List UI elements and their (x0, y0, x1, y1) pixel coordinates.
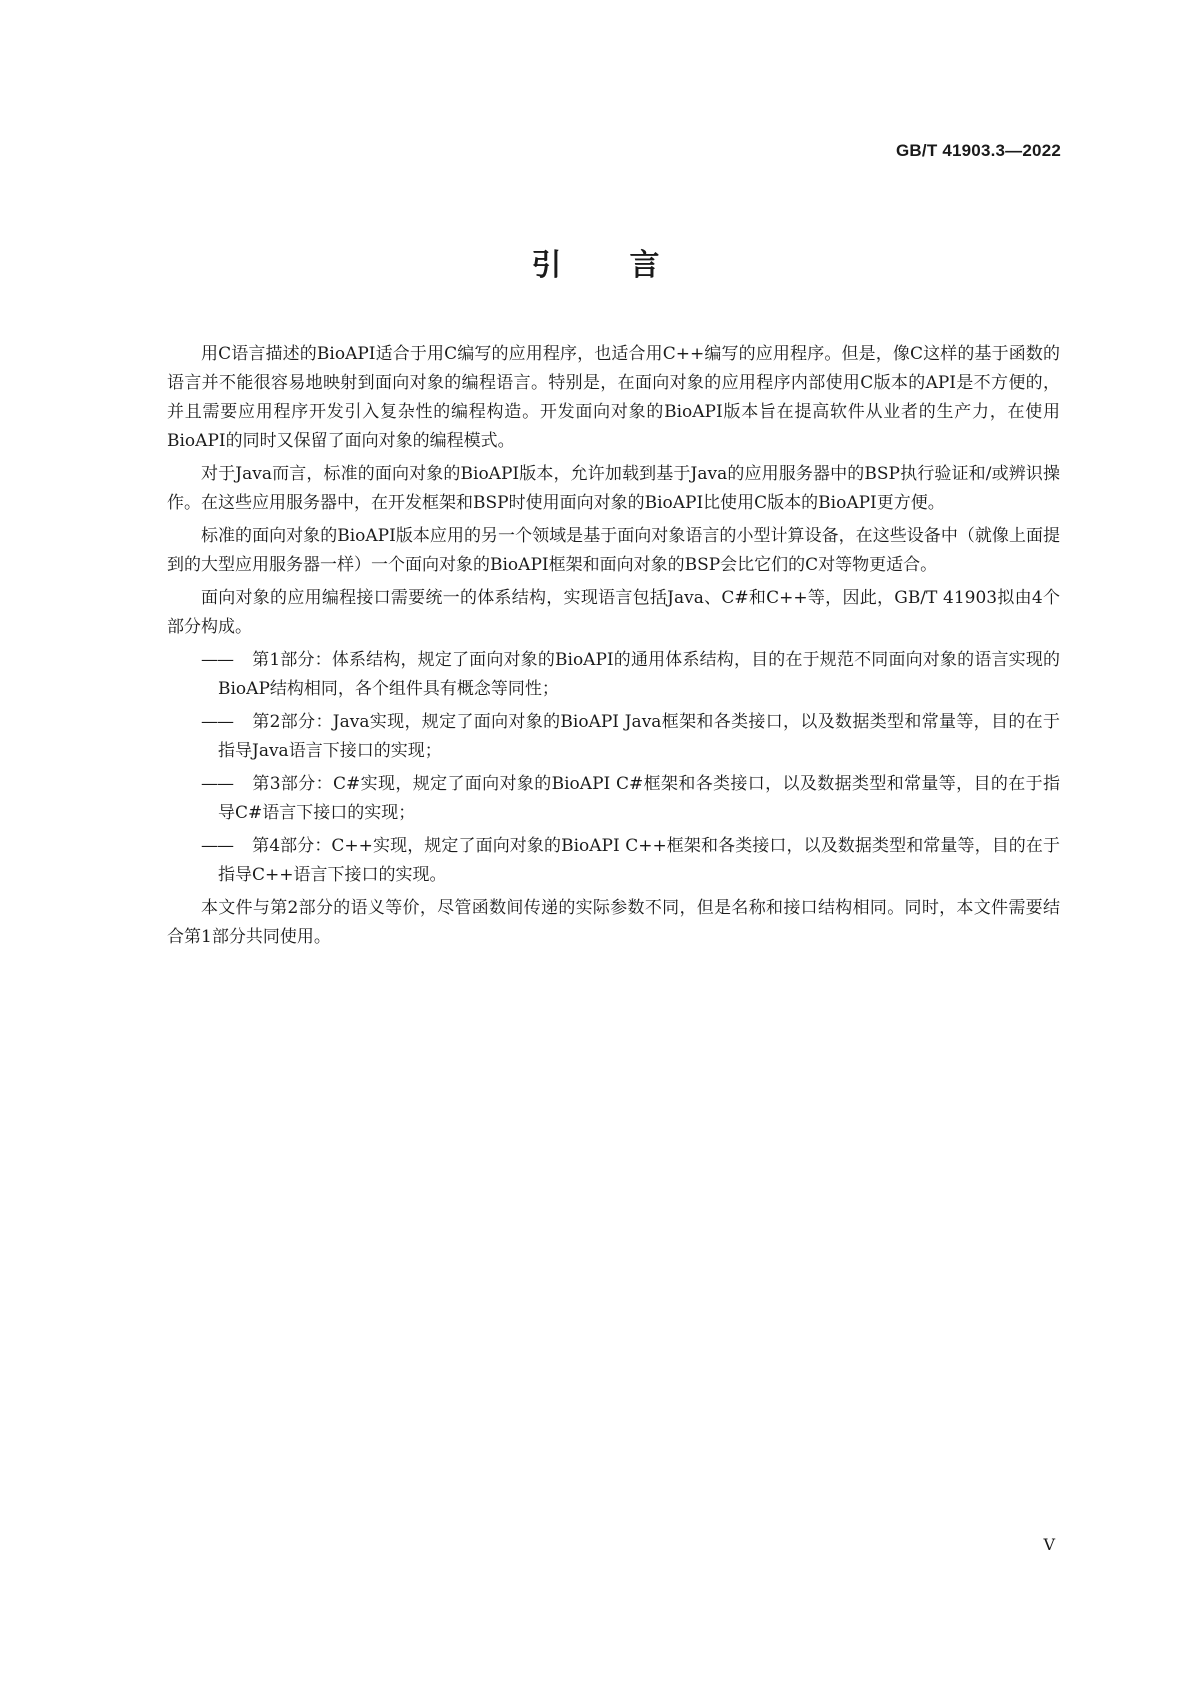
paragraph: 对于Java而言，标准的面向对象的BioAPI版本，允许加载到基于Java的应用服务器中的BSP执行验证和/或辨识操作。在这些应用服务器中，在开发框架和BSP时使用面向对象的BioAPI比使用C版本的BioAPI更方便。 (167, 464, 1060, 513)
list-item (167, 770, 1060, 828)
list-item-text: 第2部分：Java实现，规定了面向对象的BioAPI Java框架和各类接口，以及数据类型和常量等，目的在于指导Java语言下接口的实现； (218, 712, 1060, 761)
closing-paragraph: 本文件与第2部分的语义等价，尽管函数间传递的实际参数不同，但是名称和接口结构相同。同时，本文件需要结合第1部分共同使用。 (167, 898, 1060, 947)
paragraph: 面向对象的应用编程接口需要统一的体系结构，实现语言包括Java、C#和C++等，因此，GB/T 41903拟由4个部分构成。 (167, 588, 1060, 637)
introduction-body (167, 340, 1060, 956)
list-dash: —— (201, 712, 233, 732)
page-number: V (1043, 1535, 1055, 1554)
list-item (167, 708, 1060, 766)
list-item-text: 第4部分：C++实现，规定了面向对象的BioAPI C++框架和各类接口，以及数据类型和常量等，目的在于指导C++语言下接口的实现。 (218, 836, 1060, 885)
list-item (167, 832, 1060, 890)
list-item-text: 第1部分：体系结构，规定了面向对象的BioAPI的通用体系结构，目的在于规范不同面向对象的语言实现的BioAP结构相同，各个组件具有概念等同性； (218, 650, 1060, 699)
list-item (167, 646, 1060, 704)
list-item-text: 第3部分：C#实现，规定了面向对象的BioAPI C#框架和各类接口，以及数据类型和常量等，目的在于指导C#语言下接口的实现； (218, 774, 1060, 823)
list-dash: —— (201, 836, 233, 856)
list-dash: —— (201, 774, 233, 794)
page-title: 引言 (531, 248, 728, 283)
parts-list (167, 646, 1060, 890)
paragraph: 用C语言描述的BioAPI适合于用C编写的应用程序，也适合用C++编写的应用程序。但是，像C这样的基于函数的语言并不能很容易地映射到面向对象的编程语言。特别是，在面向对象的应用程序内部使用C版本的API是不方便的，并且需要应用程序开发引入复杂性的编程构造。开发面向对象的BioAPI版本旨在提高软件从业者的生产力，在使用BioAPI的同时又保留了面向对象的编程模式。 (167, 344, 1060, 451)
standard-number: GB/T 41903.3—2022 (896, 141, 1061, 160)
list-dash: —— (201, 650, 233, 670)
paragraph: 标准的面向对象的BioAPI版本应用的另一个领域是基于面向对象语言的小型计算设备，在这些设备中（就像上面提到的大型应用服务器一样）一个面向对象的BioAPI框架和面向对象的BSP会比它们的C对等物更适合。 (167, 526, 1060, 575)
